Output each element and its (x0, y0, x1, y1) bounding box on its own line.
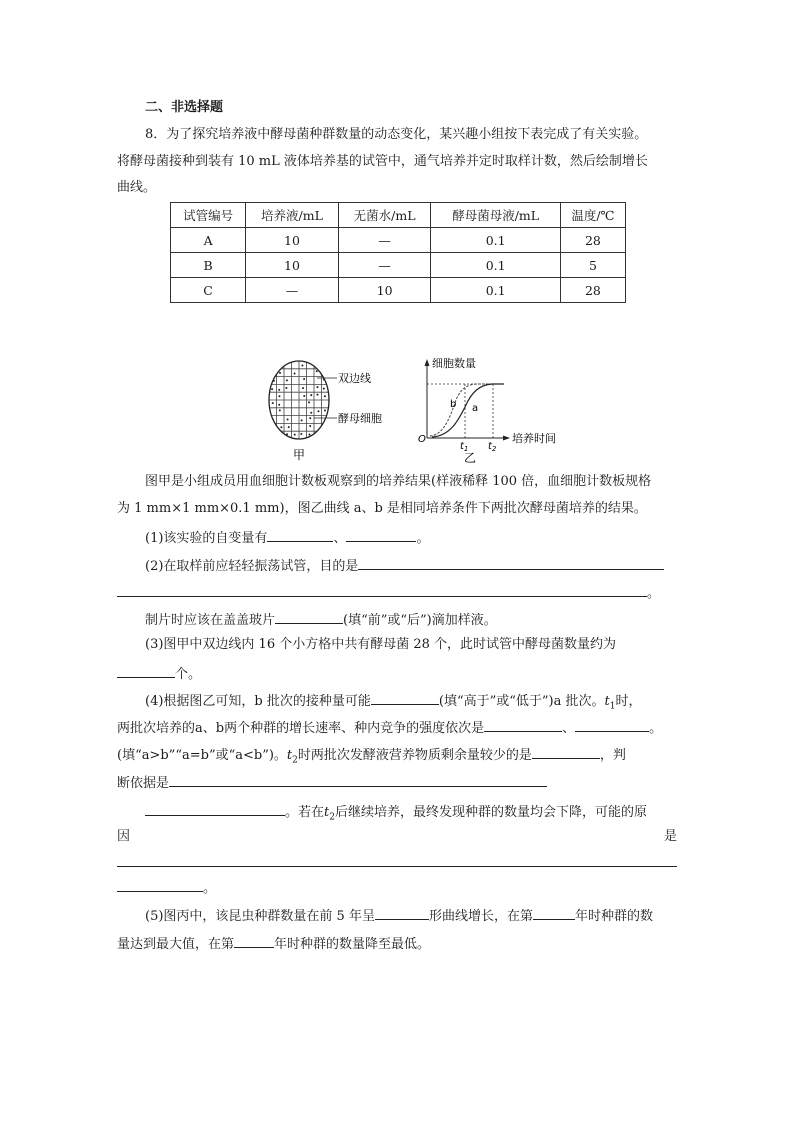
yeast-cell-dot (301, 364, 303, 366)
answer-blank[interactable] (484, 716, 562, 732)
figure-description-line-2: 为 1 mm×1 mm×0.1 mm)，图乙曲线 a、b 是相同培养条件下两批次酵母菌培养的结果。 (117, 501, 647, 516)
yeast-cell-dot (288, 426, 290, 428)
table-header-cell: 无菌水/mL (338, 203, 431, 228)
yeast-cell-dot (294, 434, 296, 436)
question-text: 时两批次发酵液营养物质剩余量较少的是 (297, 748, 532, 763)
sub-question-4-cont (145, 800, 647, 828)
label-yeast-cell: 酵母细胞 (338, 412, 382, 425)
yeast-cell-dot (325, 435, 327, 437)
table-cell: — (338, 228, 431, 253)
answer-blank[interactable] (575, 716, 649, 732)
table-cell: 0.1 (431, 228, 560, 253)
yeast-cell-dot (279, 365, 281, 367)
table-cell: 10 (246, 228, 339, 253)
table-header-cell: 培养液/mL (246, 203, 339, 228)
answer-blank[interactable] (169, 771, 547, 787)
figure-yi-growth-curves (414, 355, 564, 465)
yeast-cell-dot (308, 401, 310, 403)
question-text: 。 (416, 531, 430, 546)
question-text: (填“高于”或“低于”)a 批次。 (438, 694, 605, 709)
answer-blank[interactable] (117, 876, 203, 892)
answer-blank[interactable] (234, 932, 274, 948)
t1-tick-label: $t_1$ (460, 441, 469, 453)
yeast-cell-dot (286, 379, 288, 381)
question-text: (1)该实验的自变量有 (145, 531, 268, 546)
experiment-table (170, 202, 626, 303)
question-text: t (604, 694, 610, 709)
yeast-cell-dot (287, 418, 289, 420)
yeast-cell-dot (279, 409, 281, 411)
question-text: 形曲线增长，在第 (428, 909, 533, 924)
question-text: 。 (649, 721, 663, 736)
table-row (171, 253, 626, 278)
answer-blank[interactable] (358, 554, 664, 570)
table-cell: 28 (560, 278, 625, 303)
table-cell: 28 (560, 228, 625, 253)
table-cell: — (246, 278, 339, 303)
yeast-cell-dot (324, 410, 326, 412)
table-row (171, 278, 626, 303)
question-text: 量达到最大值，在第 (117, 937, 235, 952)
sub-question-1 (145, 526, 429, 549)
question-text: ，判 (599, 748, 626, 763)
yeast-cell-dot (317, 410, 319, 412)
question-text: 。 (647, 586, 661, 601)
y-axis-arrow (425, 359, 430, 366)
question-text: 、 (333, 531, 347, 546)
table-header-row (171, 203, 626, 228)
answer-blank[interactable] (375, 904, 429, 920)
curve-a-label: a (472, 403, 479, 414)
answer-blank[interactable] (117, 662, 175, 678)
yeast-cell-dot (309, 425, 311, 427)
answer-blank[interactable] (117, 866, 677, 867)
yeast-cell-dot (280, 426, 282, 428)
sub-question-4-cont: 是 (664, 829, 678, 844)
curve-b-label: b (450, 399, 457, 410)
yeast-cell-dot (301, 419, 303, 421)
yeast-cell-dot (310, 412, 312, 414)
question-text: 断依据是 (117, 776, 170, 791)
sub-question-4 (145, 689, 641, 717)
answer-blank[interactable] (346, 526, 416, 542)
table-cell: 0.1 (431, 253, 560, 278)
question-intro-line-3: 曲线。 (117, 180, 157, 195)
yeast-cell-dot (324, 363, 326, 365)
x-axis-label: 培养时间 (512, 432, 556, 445)
t2-tick-label: $t_2$ (488, 441, 497, 453)
yeast-cell-dot (310, 394, 312, 396)
table-header-cell: 温度/℃ (560, 203, 625, 228)
question-text: 时， (615, 694, 642, 709)
yeast-cell-dot (316, 370, 318, 372)
question-text: t (286, 748, 293, 763)
yeast-cell-dot (270, 428, 272, 430)
question-text: 两批次培养的a、b两个种群的增长速率、种内竞争的强度依次是 (117, 721, 485, 736)
table-cell: — (338, 253, 431, 278)
question-text: (5)图丙中，该昆虫种群数量在前 5 年呈 (145, 909, 375, 924)
sub-question-2-slide (145, 608, 497, 631)
question-text: 2 (329, 812, 335, 823)
sub-question-4-cont: 因 (117, 829, 131, 844)
answer-blank[interactable] (275, 608, 343, 624)
y-axis-label: 细胞数量 (432, 357, 476, 370)
question-text: 、 (562, 721, 576, 736)
yeast-cell-dot (302, 387, 304, 389)
sub-question-5 (145, 904, 653, 927)
sub-question-3: (3)图甲中双边线内 16 个小方格中共有酵母菌 28 个，此时试管中酵母菌数量约为 (145, 637, 617, 652)
question-text: 。若在 (285, 805, 325, 820)
yeast-cell-dot (279, 372, 281, 374)
yeast-cell-dot (272, 372, 274, 374)
yeast-cell-dot (280, 434, 282, 436)
question-intro-line-1: 8．为了探究培养液中酵母菌种群数量的动态变化，某兴趣小组按下表完成了有关实验。 (145, 127, 648, 142)
yeast-cell-dot (278, 389, 280, 391)
question-text: (填“前”或“后”)滴加样液。 (343, 613, 497, 628)
table-header-cell: 酵母菌母液/mL (431, 203, 560, 228)
question-text: t (324, 805, 330, 820)
yeast-cell-dot (285, 387, 287, 389)
yeast-cell-dot (300, 433, 302, 435)
table-row (171, 228, 626, 253)
answer-blank[interactable] (267, 526, 333, 542)
origin-label: O (418, 434, 426, 445)
sub-question-4-end (117, 876, 216, 899)
figure-caption-jia: 甲 (293, 448, 306, 462)
yeast-cell-dot (271, 388, 273, 390)
yeast-cell-dot (309, 417, 311, 419)
sub-question-4-cont (117, 771, 547, 794)
yeast-cell-dot (278, 404, 280, 406)
figure-jia-hemocytometer (262, 355, 392, 465)
question-text: 后继续培养，最终发现种群的数量均会下降，可能的原 (334, 805, 647, 820)
yeast-cell-dot (316, 386, 318, 388)
label-double-border: 双边线 (338, 372, 371, 385)
sub-question-4-cont (117, 743, 626, 771)
table-cell: 10 (246, 253, 339, 278)
question-text: (4)根据图乙可知，b 批次的接种量可能 (145, 694, 371, 709)
sub-question-2 (145, 554, 664, 577)
answer-blank[interactable] (532, 743, 600, 759)
question-text: (填“a>b”“a=b”或“a<b”)。 (117, 748, 287, 763)
question-text: 。 (203, 881, 217, 896)
question-intro-line-2: 将酵母菌接种到装有 10 mL 液体培养基的试管中，通气培养并定时取样计数，然后绘制增长 (117, 154, 648, 169)
table-header-cell: 试管编号 (171, 203, 246, 228)
table-cell: 10 (338, 278, 431, 303)
figure-caption-yi: 乙 (464, 451, 477, 465)
answer-blank[interactable] (117, 581, 647, 597)
question-text: 制片时应该在盖盖玻片 (145, 613, 276, 628)
yeast-cell-dot (272, 402, 274, 404)
table-cell: B (171, 253, 246, 278)
sub-question-3-cont (117, 662, 201, 685)
yeast-cell-dot (303, 378, 305, 380)
figure-description-line-1: 图甲是小组成员用血细胞计数板观察到的培养结果(样液稀释 100 倍，血细胞计数板规格 (145, 474, 652, 489)
answer-blank[interactable] (533, 904, 575, 920)
x-axis-arrow (503, 436, 510, 441)
question-text: 年时种群的数量降至最低。 (274, 937, 431, 952)
yeast-cell-dot (303, 395, 305, 397)
yeast-cell-dot (324, 395, 326, 397)
section-heading: 二、非选择题 (145, 100, 224, 115)
table-cell: A (171, 228, 246, 253)
sub-question-2-cont (117, 581, 660, 604)
sub-question-5-cont (117, 932, 430, 955)
question-text: (2)在取样前应轻轻振荡试管，目的是 (145, 559, 359, 574)
yeast-cell-dot (294, 373, 296, 375)
sub-question-4-cont (117, 716, 662, 739)
table-cell: 5 (560, 253, 625, 278)
yeast-cell-dot (323, 388, 325, 390)
yeast-cell-dot (316, 394, 318, 396)
question-text: 个。 (175, 667, 202, 682)
question-text: 1 (609, 701, 616, 712)
answer-blank[interactable] (371, 689, 439, 705)
yeast-cell-dot (272, 363, 274, 365)
table-cell: C (171, 278, 246, 303)
question-text: 年时种群的数 (574, 909, 653, 924)
yeast-cell-dot (278, 395, 280, 397)
table-cell: 0.1 (431, 278, 560, 303)
answer-blank[interactable] (145, 800, 285, 816)
yeast-cell-dot (308, 433, 310, 435)
question-text: 2 (292, 755, 298, 766)
